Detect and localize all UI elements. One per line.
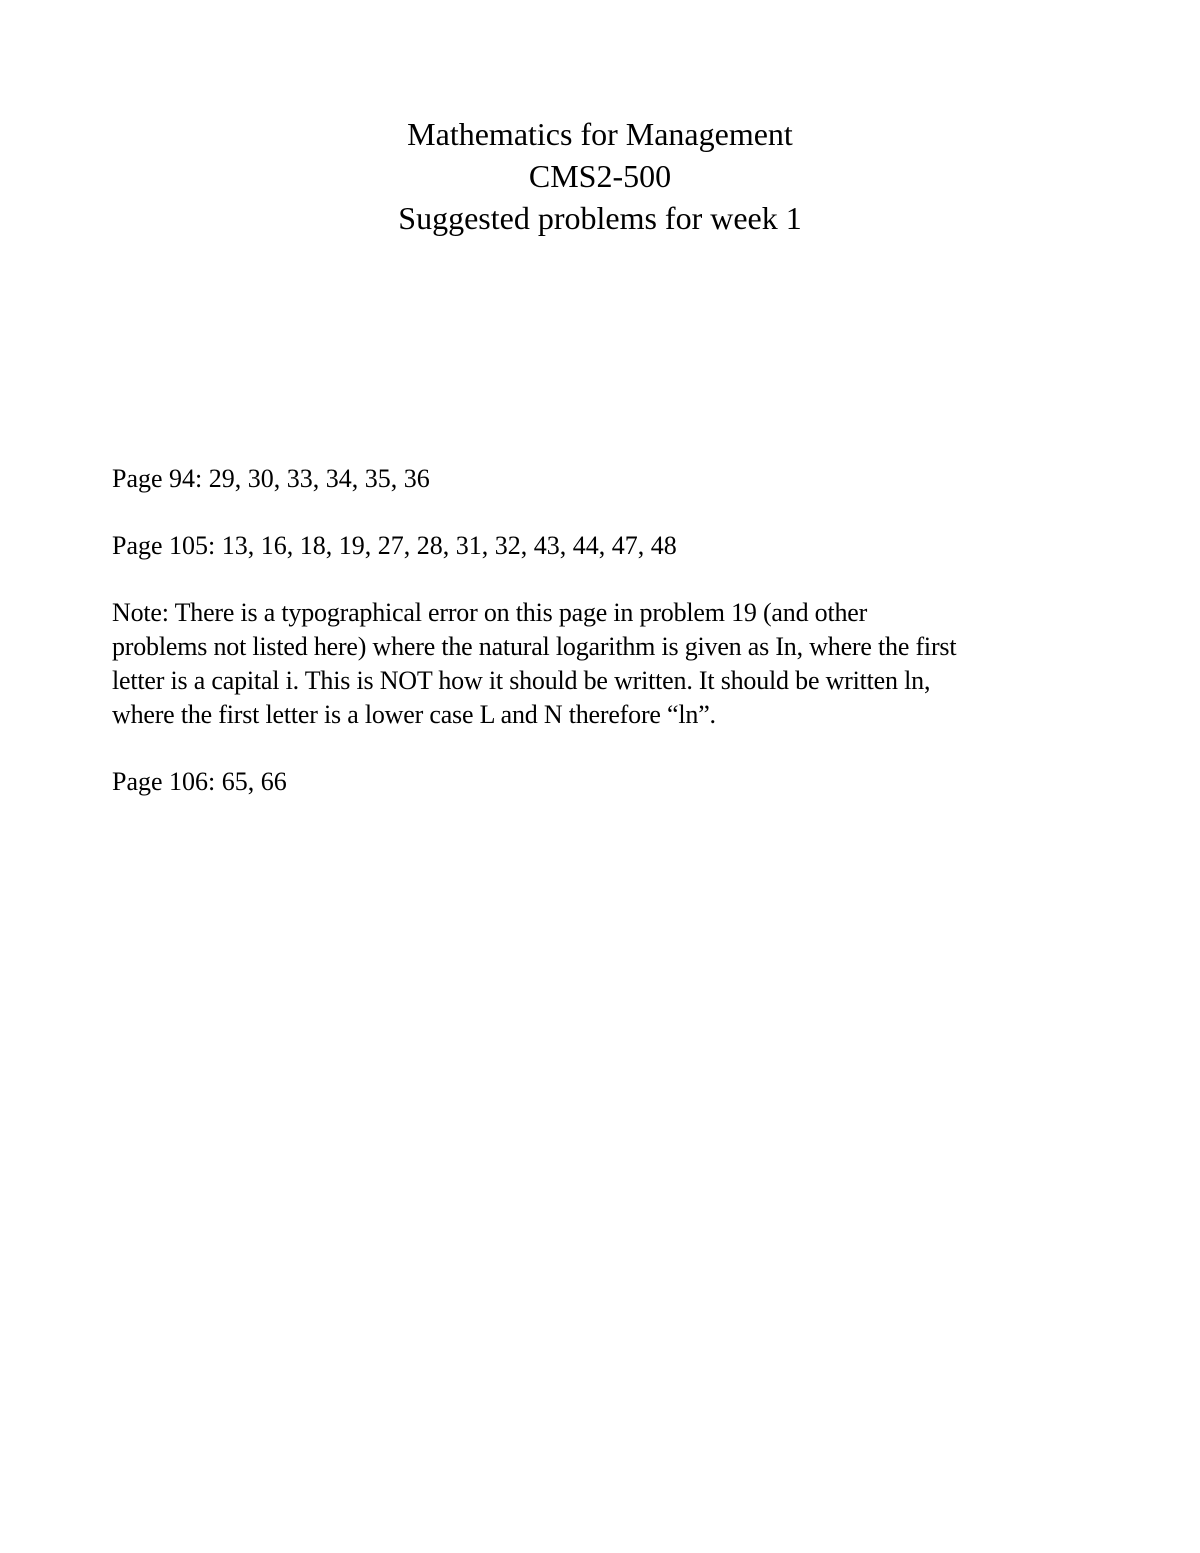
assignment-page-94: Page 94: 29, 30, 33, 34, 35, 36 <box>112 464 430 493</box>
note-line: problems not listed here) where the natural logarithm is given as In, where the first <box>112 632 957 661</box>
assignment-page-105: Page 105: 13, 16, 18, 19, 27, 28, 31, 32, 43, 44, 47, 48 <box>112 531 677 560</box>
document-body <box>112 462 1102 832</box>
document-header <box>0 113 1200 239</box>
course-title: Mathematics for Management <box>407 116 793 152</box>
typo-note <box>112 596 1102 732</box>
note-line: Note: There is a typographical error on this page in problem 19 (and other <box>112 598 868 627</box>
document-subtitle: Suggested problems for week 1 <box>398 200 802 236</box>
note-line: where the first letter is a lower case L and N therefore “ln”. <box>112 700 716 729</box>
course-code: CMS2-500 <box>528 158 672 194</box>
note-line: letter is a capital i. This is NOT how it should be written. It should be written ln, <box>112 666 931 695</box>
assignment-page-106: Page 106: 65, 66 <box>112 767 287 796</box>
